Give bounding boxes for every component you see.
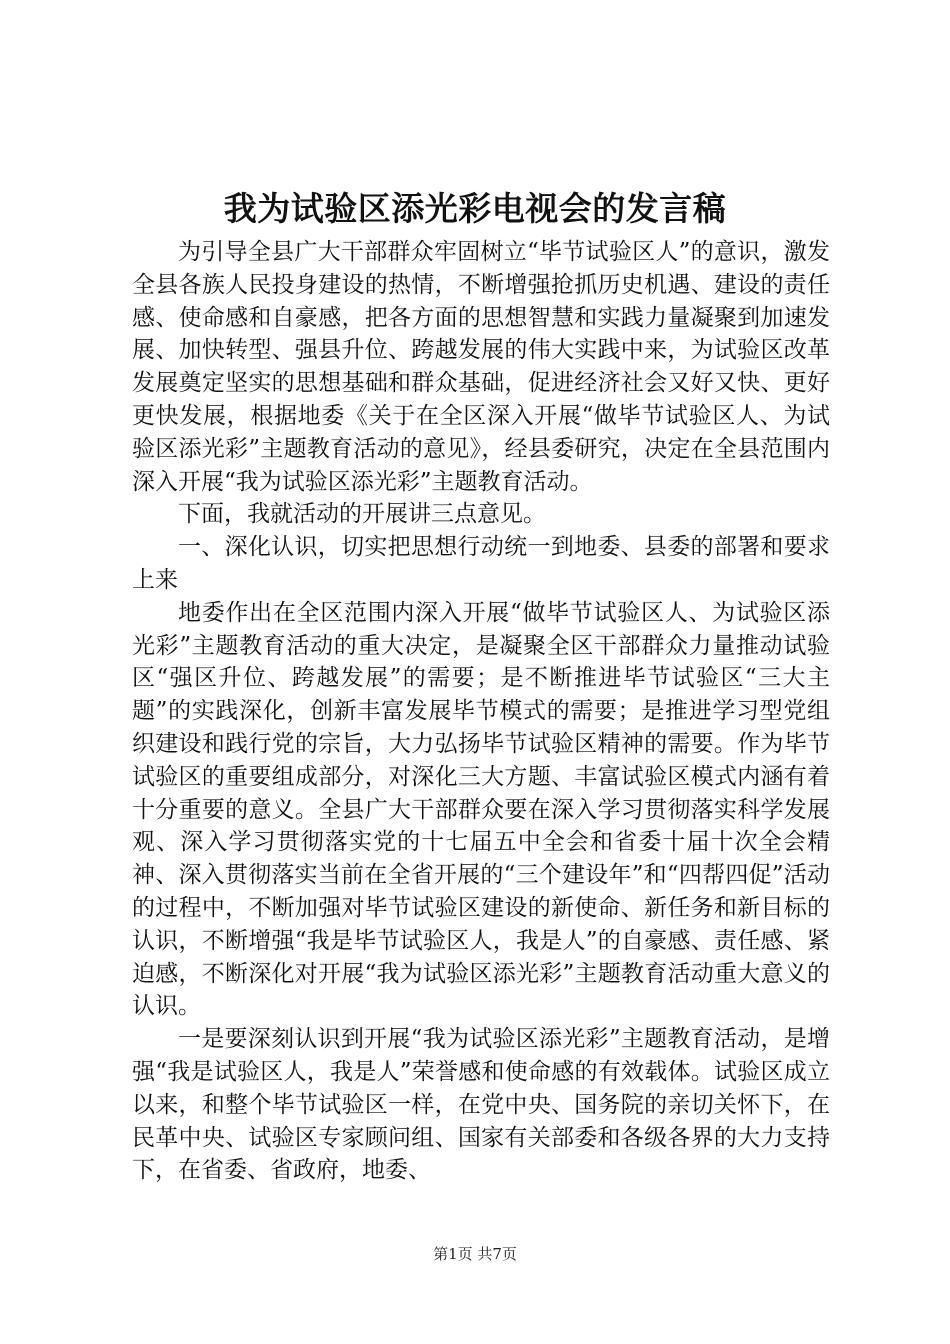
paragraph-intro: 为引导全县广大干部群众牢固树立“毕节试验区人”的意识，激发全县各族人民投身建设的热情，不断增强抢抓历史机遇、建设的责任感、使命感和自豪感，把各方面的思想智慧和实践力量凝聚到加速发展、加快转型、强县升位、跨越发展的伟大实践中来，为试验区改革发展奠定坚实的思想基础和群众基础，促进经济社会又好又快、更好更快发展，根据地委《关于在全区深入开展“做毕节试验区人、为试验区添光彩”主题教育活动的意见》，经县委研究，决定在全县范围内深入开展“我为试验区添光彩”主题教育活动。 — [132, 239, 830, 495]
document-body — [132, 236, 830, 1187]
paragraph-point-1: 一是要深刻认识到开展“我为试验区添光彩”主题教育活动，是增强“我是试验区人，我是人”荣誉感和使命感的有效载体。试验区成立以来，和整个毕节试验区一样，在党中央、国务院的亲切关怀下，在民革中央、试验区专家顾问组、国家有关部委和各级各界的大力支持下，在省委、省政府，地委、 — [132, 1026, 830, 1184]
paragraph-transition: 下面，我就活动的开展讲三点意见。 — [178, 501, 546, 528]
section-heading-1: 一、深化认识，切实把思想行动统一到地委、县委的部署和要求上来 — [132, 534, 830, 593]
page-number-footer: 第1页 共7页 — [433, 1245, 517, 1263]
document-title: 我为试验区添光彩电视会的发言稿 — [223, 189, 727, 228]
paragraph-section-1: 地委作出在全区范围内深入开展“做毕节试验区人、为试验区添光彩”主题教育活动的重大决定，是凝聚全区干部群众力量推动试验区“强区升位、跨越发展”的需要；是不断推进毕节试验区“三大主题”的实践深化，创新丰富发展毕节模式的需要；是推进学习型党组织建设和践行党的宗旨，大力弘扬毕节试验区精神的需要。作为毕节试验区的重要组成部分，对深化三大方题、丰富试验区模式内涵有着十分重要的意义。全县广大干部群众要在深入学习贯彻落实科学发展观、深入学习贯彻落实党的十七届五中全会和省委十届十次全会精神、深入贯彻落实当前在全省开展的“三个建设年”和“四帮四促”活动的过程中，不断加强对毕节试验区建设的新使命、新任务和新目标的认识，不断增强“我是毕节试验区人，我是人”的自豪感、责任感、紧迫感，不断深化对开展“我为试验区添光彩”主题教育活动重大意义的认识。 — [132, 599, 830, 1020]
